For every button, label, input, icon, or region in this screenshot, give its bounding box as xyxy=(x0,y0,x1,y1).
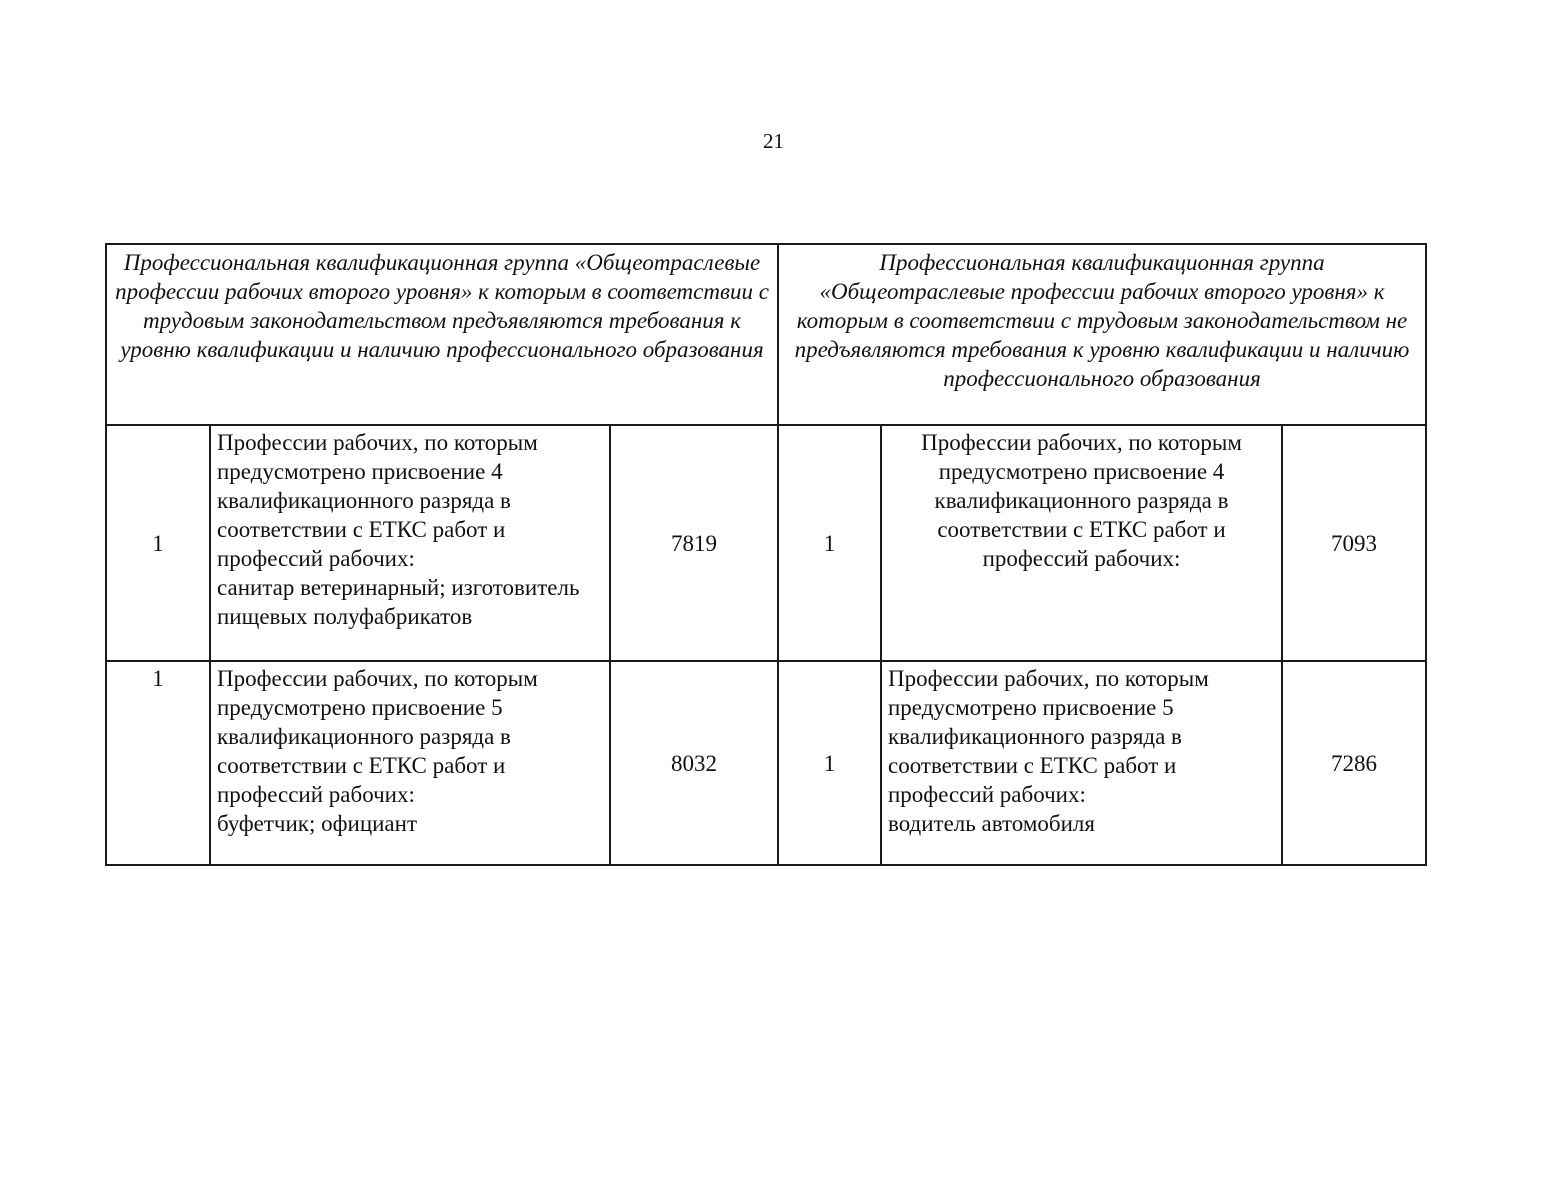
right-profession-list: водитель автомобиля xyxy=(888,811,1095,836)
left-description-text: Профессии рабочих, по которым предусмотрено присвоение 4 квалификационного разряда в соответствии с ЕТКС работ и профессий рабочих: xyxy=(217,430,538,571)
left-profession-list: буфетчик; официант xyxy=(217,811,418,836)
table-row xyxy=(106,425,1426,661)
header-right-group: Профессиональная квалификационная группа «Общеотраслевые профессии рабочих второго уровня» к которым в соответствии с трудовым законодательством не предъявляются требования к уровню квалификации и наличию профессионального образования xyxy=(778,244,1426,425)
table-row xyxy=(106,661,1426,865)
left-profession-list: санитар ветеринарный; изготовитель пищевых полуфабрикатов xyxy=(217,575,580,629)
left-row-number: 1 xyxy=(106,425,210,661)
left-salary-value: 7819 xyxy=(610,425,778,661)
right-row-number: 1 xyxy=(778,661,881,865)
right-row-number: 1 xyxy=(778,425,881,661)
right-salary-value: 7093 xyxy=(1282,425,1426,661)
right-description xyxy=(881,425,1282,661)
table-header-row xyxy=(106,244,1426,425)
qualification-table xyxy=(105,243,1427,866)
right-description-text: Профессии рабочих, по которым предусмотрено присвоение 5 квалификационного разряда в соответствии с ЕТКС работ и профессий рабочих: xyxy=(888,666,1209,807)
right-salary-value: 7286 xyxy=(1282,661,1426,865)
left-description xyxy=(210,661,610,865)
header-left-group: Профессиональная квалификационная группа «Общеотраслевые профессии рабочих второго уровня» к которым в соответствии с трудовым законодательством предъявляются требования к уровню квалификации и наличию профессионального образования xyxy=(106,244,778,425)
page-number: 21 xyxy=(763,129,784,153)
left-salary-value: 8032 xyxy=(610,661,778,865)
right-description-text: Профессии рабочих, по которым предусмотрено присвоение 4 квалификационного разряда в соответствии с ЕТКС работ и профессий рабочих: xyxy=(921,430,1242,571)
right-description xyxy=(881,661,1282,865)
left-description-text: Профессии рабочих, по которым предусмотрено присвоение 5 квалификационного разряда в соответствии с ЕТКС работ и профессий рабочих: xyxy=(217,666,538,807)
left-row-number: 1 xyxy=(106,661,210,865)
left-description xyxy=(210,425,610,661)
